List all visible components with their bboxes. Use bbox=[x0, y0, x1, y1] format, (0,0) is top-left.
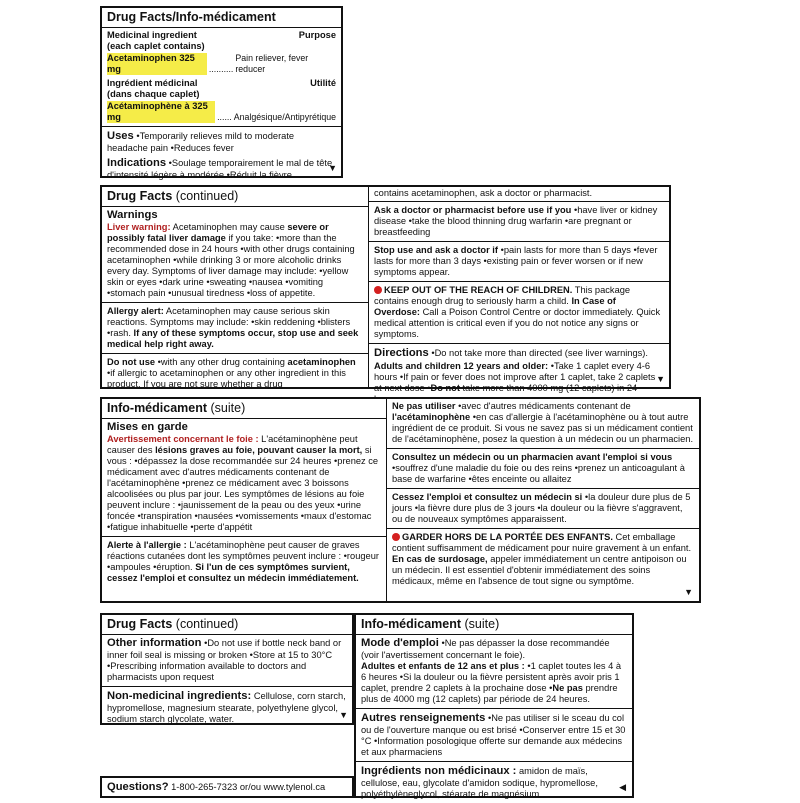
stop-sign-icon bbox=[392, 533, 400, 541]
keep-out-text-fr: Cet emballage contient suffisamment de médicament pour nuire gravement à un enfant. bbox=[392, 532, 692, 553]
consult-section-fr bbox=[387, 449, 699, 489]
keep-out-text: This package contains enough drug to seriously harm a child. bbox=[374, 285, 631, 306]
do-not-use-text-b-fr: •en cas d'allergie à l'acétaminophène ou à tout autre ingrédient de ce produit. Si vous ne savez pas si un médicament contient de l'acétaminophène, posez la question à un médecin ou un pharmacien. bbox=[392, 412, 694, 444]
uses-label: Uses bbox=[107, 130, 134, 142]
do-not-use-label-fr: Ne pas utiliser bbox=[392, 401, 456, 411]
liver-warning-label-fr: Avertissement concernant le foie : bbox=[107, 434, 259, 444]
non-medicinal-section bbox=[102, 687, 352, 728]
liver-warning-text-fr: L'acétaminophène peut causer des bbox=[107, 434, 358, 455]
warnings-label-fr: Mises en garde bbox=[107, 421, 188, 433]
ingredient-en: Acetaminophen 325 mg bbox=[107, 53, 207, 75]
non-medicinal-section-fr bbox=[356, 762, 632, 803]
panel-title-sub: (continued) bbox=[175, 617, 239, 631]
uses-section bbox=[102, 127, 341, 184]
allergy-label-fr: Alerte à l'allergie : bbox=[107, 540, 187, 550]
non-medicinal-text-fr: amidon de maïs, cellulose, eau, glycolate d'amidon sodique, hypromellose, polyéthylèneglycol, stéarate de magnésium. bbox=[361, 766, 598, 799]
warnings-section bbox=[102, 207, 368, 303]
do-not-use-text-b: •if allergic to acetaminophen or any other ingredient in this product. If you are not sure whether a drug bbox=[107, 368, 346, 389]
ask-doctor-section bbox=[369, 202, 669, 242]
panel-drug-facts-continued bbox=[100, 185, 671, 393]
do-not-use-bold: acetaminophen bbox=[287, 357, 356, 367]
mode-emploi-text: •Ne pas dépasser la dose recommandée (voir l'avertissement concernant le foie). bbox=[361, 638, 610, 660]
do-not-use-bold-fr: l'acétaminophène bbox=[392, 412, 471, 422]
panel-info-medicament-suite bbox=[100, 397, 701, 603]
arrow-down-icon: ▼ bbox=[328, 163, 337, 173]
consult-text-fr: •souffrez d'une maladie du foie ou des reins •prenez un anticoagulant à base de warfarine •êtes enceinte ou allaitez bbox=[392, 463, 685, 484]
overdose-label-fr: En cas de surdosage, bbox=[392, 554, 488, 564]
indications-label: Indications bbox=[107, 157, 167, 169]
do-not-use-section-fr bbox=[387, 399, 699, 449]
ask-doctor-text: •have liver or kidney disease •take the blood thinning drug warfarin •are pregnant or breastfeeding bbox=[374, 205, 658, 237]
ask-doctor-label: Ask a doctor or pharmacist before use if you bbox=[374, 205, 572, 215]
questions-text: 1-800-265-7323 or/ou www.tylenol.ca bbox=[171, 782, 326, 792]
warnings-section-fr bbox=[102, 419, 386, 537]
purpose-en: Pain reliever, fever reducer bbox=[235, 53, 309, 74]
cease-label-fr: Cessez l'emploi et consultez un médecin si bbox=[392, 492, 583, 502]
panel-title-sub: (continued) bbox=[175, 189, 239, 203]
allergy-bold-fr: Si l'un de ces symptômes survient, cessez l'emploi et consultez un médecin immédiatement. bbox=[107, 562, 359, 583]
purpose-fr: Analgésique/Antipyrétique bbox=[233, 112, 336, 122]
allergy-section-fr bbox=[102, 537, 386, 587]
panel-title: Drug Facts bbox=[107, 617, 173, 631]
autres-section bbox=[356, 709, 632, 762]
mode-emploi-label: Mode d'emploi bbox=[361, 637, 439, 649]
arrow-down-icon: ▼ bbox=[684, 587, 693, 597]
adultes-bold: Ne pas bbox=[552, 683, 583, 693]
consult-label-fr: Consultez un médecin ou un pharmacien avant l'emploi si vous bbox=[392, 452, 673, 462]
liver-warning-text-b: if you take: •more than the recommended dose in 24 hours •with other drugs containing acetaminophen •while drinking 3 or more alcoholic drinks every day. Symptoms of liver damage may include: •yellow skin or eyes •dark urine •sweating •nausea •vomiting •stomach pain •unusual tiredness •loss of appetite. bbox=[107, 233, 355, 298]
allergy-text-fr: L'acétaminophène peut causer de graves réactions cutanées dont les symptômes peuvent inclure : •rougeur •ampoules •éruption. bbox=[107, 540, 379, 572]
panel-drug-facts-main bbox=[100, 6, 343, 178]
stop-use-label: Stop use and ask a doctor if bbox=[374, 245, 498, 255]
liver-warning-label: Liver warning: bbox=[107, 222, 171, 232]
other-info-text: •Do not use if bottle neck band or inner foil seal is missing or broken •Store at 15 to 30°C •Prescribing information available to doctors and pharmacists upon request bbox=[107, 638, 342, 682]
adultes-label: Adultes et enfants de 12 ans et plus : bbox=[361, 661, 525, 671]
adults-text: •Take 1 caplet every 4-6 hours •If pain or fever does not improve after 1 caplet, take 2 caplets at next dose • bbox=[374, 361, 656, 393]
adults-bold: Do not bbox=[430, 383, 460, 393]
stop-use-section bbox=[369, 242, 669, 282]
panel-title: Info-médicament bbox=[107, 401, 208, 415]
cease-section-fr bbox=[387, 489, 699, 529]
liver-warning-text-b-fr: si vous : •dépassez la dose recommandée sur 24 heures •prenez ce médicament avec d'autres médicaments contenant de l'acétaminophène •prenez ce médicament avec 3 boissons alcoolisées ou plus par jour. Les symptômes de lésions au foie peuvent inclure : •jaunissement de la peau ou des yeux •urine foncée •transpiration •nausées •vomissements •maux d'estomac •fatigue inhabituelle •perte d'appétit bbox=[107, 445, 379, 532]
non-medicinal-label: Non-medicinal ingredients: bbox=[107, 690, 252, 702]
arrow-down-icon: ▼ bbox=[656, 374, 665, 384]
do-not-use-section bbox=[102, 354, 368, 393]
adultes-text-b: prendre plus de 4000 mg (12 caplets) par période de 24 heures. bbox=[361, 683, 618, 704]
warnings-label: Warnings bbox=[107, 209, 158, 221]
questions-label: Questions? bbox=[107, 781, 169, 793]
panel-info-medicament-mode bbox=[354, 613, 634, 798]
panel-title: Drug Facts bbox=[107, 189, 173, 203]
panel-questions bbox=[100, 776, 354, 798]
stop-sign-icon bbox=[374, 286, 382, 294]
arrow-down-icon: ▼ bbox=[339, 710, 348, 720]
do-not-use-text-fr: •avec d'autres médicaments contenant de bbox=[458, 401, 631, 411]
keep-out-text-b-fr: appeler immédiatement un centre antipoison ou un médecin. Il est essentiel d'obtenir immédiatement des soins médicaux, même en l'absence de tout signe ou symptôme. bbox=[392, 554, 687, 586]
keep-out-section-fr bbox=[387, 529, 699, 590]
caplet-note-fr: (dans chaque caplet) bbox=[107, 89, 200, 99]
directions-text: •Do not take more than directed (see liver warnings). bbox=[431, 348, 648, 358]
panel-drug-facts-other bbox=[100, 613, 354, 725]
mode-emploi-section bbox=[356, 635, 632, 709]
medicinal-ingredient-label: Medicinal ingredient bbox=[107, 30, 197, 40]
continued-text: contains acetaminophen, ask a doctor or pharmacist. bbox=[369, 187, 669, 202]
purpose-label-fr: Utilité bbox=[310, 78, 336, 88]
keep-out-label-fr: GARDER HORS DE LA PORTÉE DES ENFANTS. bbox=[402, 532, 613, 542]
non-medicinal-label-fr: Ingrédients non médicinaux : bbox=[361, 765, 517, 777]
liver-warning-bold: severe or possibly fatal liver damage bbox=[107, 222, 329, 243]
keep-out-section bbox=[369, 282, 669, 344]
allergy-text: Acetaminophen may cause serious skin reactions. Symptoms may include: •skin reddening •blisters •rash. bbox=[107, 306, 351, 338]
panel-title-sub: (suite) bbox=[210, 401, 246, 415]
allergy-label: Allergy alert: bbox=[107, 306, 164, 316]
overdose-label: In Case of Overdose: bbox=[374, 296, 616, 317]
caplet-note: (each caplet contains) bbox=[107, 41, 205, 51]
keep-out-text-b: Call a Poison Control Centre or doctor immediately. Quick medical attention is critical even if you do not notice any signs or symptoms. bbox=[374, 307, 661, 339]
panel-title: Info-médicament bbox=[361, 617, 462, 631]
non-medicinal-text: Cellulose, corn starch, hypromellose, magnesium stearate, polyethylene glycol, sodium starch glycolate, water. bbox=[107, 691, 346, 724]
allergy-bold: If any of these symptoms occur, stop use and seek medical help right away. bbox=[107, 328, 359, 349]
panel-title-sub: (suite) bbox=[464, 617, 500, 631]
indications-text: •Soulage temporairement le mal de tête d'intensité légère à modérée •Réduit la fièvre bbox=[107, 158, 333, 180]
autres-label: Autres renseignements bbox=[361, 712, 486, 724]
arrow-left-icon: ◀ bbox=[619, 782, 626, 792]
other-info-section bbox=[102, 635, 352, 687]
liver-warning-bold-fr: lésions graves au foie, pouvant causer la mort, bbox=[155, 445, 363, 455]
directions-label: Directions bbox=[374, 347, 429, 359]
do-not-use-text: •with any other drug containing bbox=[157, 357, 285, 367]
keep-out-label: KEEP OUT OF THE REACH OF CHILDREN. bbox=[384, 285, 573, 295]
uses-text: •Temporarily relieves mild to moderate headache pain •Reduces fever bbox=[107, 131, 295, 153]
do-not-use-label: Do not use bbox=[107, 357, 156, 367]
allergy-section bbox=[102, 303, 368, 354]
ingredients-section: Medicinal ingredient Purpose (each caplet contains) Acetaminophen 325 mg .......... Pain reliever, fever reducer Ingrédient médicinal Utilité (dans chaque caplet) Acétaminophène à 325 mg ...... Analgésique/Antipyrétique bbox=[102, 28, 341, 127]
other-info-label: Other information bbox=[107, 637, 202, 649]
adultes-text: •1 caplet toutes les 4 à 6 heures •Si la douleur ou la fièvre persistent après avoir pris 1 caplet, prendre 2 caplets à la prochaine dose • bbox=[361, 661, 622, 693]
cease-text-fr: •la douleur dure plus de 5 jours •la fièvre dure plus de 3 jours •la douleur ou la fièvre s'aggravent, ou de nouveaux symptômes apparaissent. bbox=[392, 492, 691, 524]
panel-title: Drug Facts/Info-médicament bbox=[102, 8, 341, 28]
medicinal-ingredient-label-fr: Ingrédient médicinal bbox=[107, 78, 198, 88]
stop-use-text: •pain lasts for more than 5 days •fever lasts for more than 3 days •existing pain or fever worsen or if new symptoms appear. bbox=[374, 245, 658, 277]
autres-text: •Ne pas utiliser si le sceau du col ou de l'ouverture manque ou est brisé •Conserver entre 15 et 30 °C •Information posologique offerte sur demande aux médecins et aux pharmaciens bbox=[361, 713, 626, 757]
adults-label: Adults and children 12 years and older: bbox=[374, 361, 549, 371]
purpose-label: Purpose bbox=[298, 30, 336, 40]
liver-warning-text: Acetaminophen may cause bbox=[172, 222, 285, 232]
adults-text-b: take more than 4000 mg (12 caplets) in 24 bbox=[462, 383, 638, 393]
ingredient-fr: Acétaminophène à 325 mg bbox=[107, 101, 215, 123]
